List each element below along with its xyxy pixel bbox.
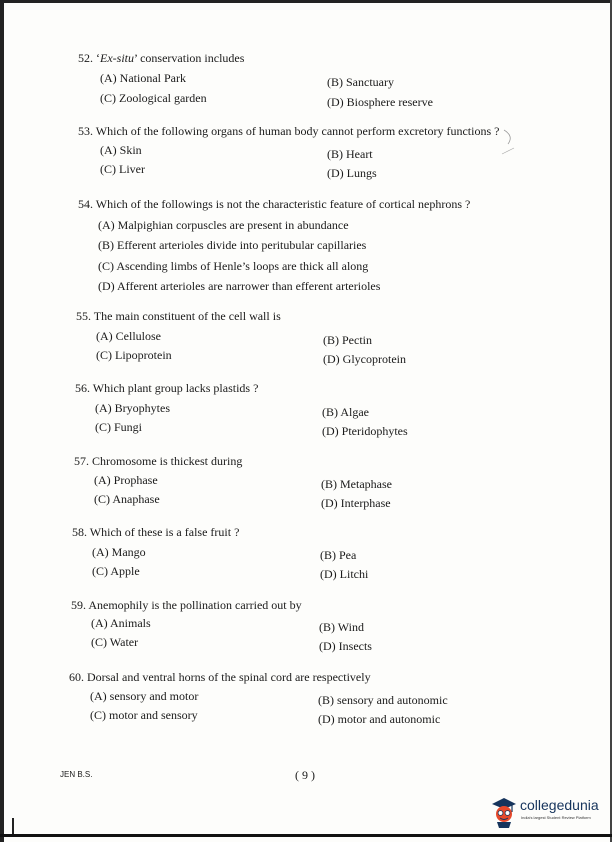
question-53-option-b: (B) Heart: [327, 147, 373, 161]
scan-corner-mark: [12, 818, 14, 834]
question-60-stem: 60. Dorsal and ventral horns of the spinal cord are respectively: [69, 670, 371, 684]
page-number: ( 9 ): [295, 768, 315, 782]
brand-tagline: India's largest Student Review Platform: [521, 815, 591, 820]
question-53-option-a: (A) Skin: [100, 143, 142, 157]
question-60-option-c: (C) motor and sensory: [90, 708, 198, 722]
question-56-option-d: (D) Pteridophytes: [322, 424, 408, 438]
question-57-stem: 57. Chromosome is thickest during: [74, 454, 243, 468]
question-60-option-a: (A) sensory and motor: [90, 689, 199, 703]
question-59-option-d: (D) Insects: [319, 639, 372, 653]
question-57-option-a: (A) Prophase: [94, 473, 158, 487]
question-58-option-d: (D) Litchi: [320, 567, 369, 581]
question-52-stem: 52. ‘Ex-situ’ conservation includes: [78, 51, 245, 65]
question-54-stem: 54. Which of the followings is not the characteristic feature of cortical nephrons ?: [78, 197, 471, 211]
exam-code: JEN B.S.: [60, 770, 93, 779]
question-56-stem: 56. Which plant group lacks plastids ?: [75, 381, 259, 395]
question-56-option-a: (A) Bryophytes: [95, 401, 170, 415]
question-54-option-b: (B) Efferent arterioles divide into peritubular capillaries: [98, 238, 367, 252]
question-59-option-a: (A) Animals: [91, 616, 151, 630]
question-60-option-d: (D) motor and autonomic: [318, 712, 441, 726]
question-55-option-d: (D) Glycoprotein: [323, 352, 406, 366]
scan-edge-bottom: [0, 834, 612, 837]
brand-watermark: [490, 795, 608, 829]
question-59-stem: 59. Anemophily is the pollination carried out by: [71, 598, 302, 612]
question-57-option-d: (D) Interphase: [321, 496, 391, 510]
question-53-option-c: (C) Liver: [100, 162, 145, 176]
brand-name: collegedunia: [520, 797, 599, 813]
question-59-option-c: (C) Water: [91, 635, 139, 649]
question-52-option-a: (A) National Park: [100, 71, 186, 85]
scan-edge-top: [0, 0, 612, 3]
question-52-option-b: (B) Sanctuary: [327, 75, 394, 89]
question-58-option-b: (B) Pea: [320, 548, 357, 562]
question-58-stem: 58. Which of these is a false fruit ?: [72, 525, 240, 539]
question-55-stem: 55. The main constituent of the cell wall is: [76, 309, 281, 323]
question-53-option-d: (D) Lungs: [327, 166, 377, 180]
question-57-option-c: (C) Anaphase: [94, 492, 160, 506]
question-59-option-b: (B) Wind: [319, 620, 364, 634]
question-53-stem: 53. Which of the following organs of human body cannot perform excretory functions ?: [78, 124, 500, 138]
question-55-option-a: (A) Cellulose: [96, 329, 161, 343]
question-54-option-a: (A) Malpighian corpuscles are present in abundance: [98, 218, 349, 232]
question-56-option-c: (C) Fungi: [95, 420, 143, 434]
question-58-option-a: (A) Mango: [92, 545, 146, 559]
student-mascot-icon: [490, 795, 518, 829]
question-57-option-b: (B) Metaphase: [321, 477, 392, 491]
question-58-option-c: (C) Apple: [92, 564, 140, 578]
margin-pencil-mark: [500, 128, 520, 158]
question-55-option-c: (C) Lipoprotein: [96, 348, 172, 362]
scan-edge-left: [0, 0, 4, 842]
question-52-option-c: (C) Zoological garden: [100, 91, 207, 105]
question-60-option-b: (B) sensory and autonomic: [318, 693, 448, 707]
question-55-option-b: (B) Pectin: [323, 333, 372, 347]
question-56-option-b: (B) Algae: [322, 405, 369, 419]
question-52-option-d: (D) Biosphere reserve: [327, 95, 433, 109]
question-54-option-d: (D) Afferent arterioles are narrower than efferent arterioles: [98, 279, 381, 293]
question-54-option-c: (C) Ascending limbs of Henle’s loops are thick all along: [98, 259, 369, 273]
